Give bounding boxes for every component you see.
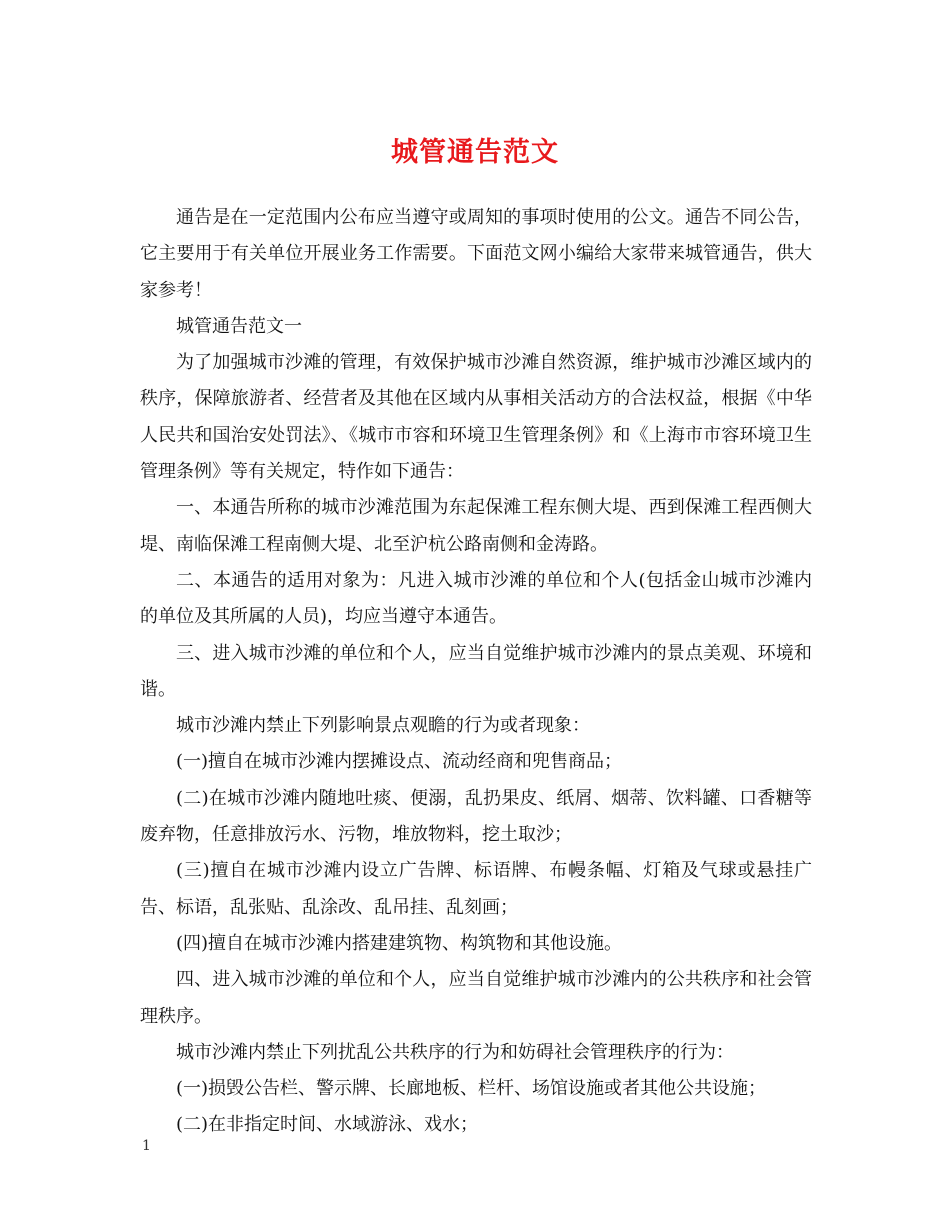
paragraph-item-2: 二、本通告的适用对象为：凡进入城市沙滩的单位和个人(包括金山城市沙滩内的单位及其所属的人员)，均应当遵守本通告。 <box>140 569 812 628</box>
paragraph-intro: 通告是在一定范围内公布应当遵守或周知的事项时使用的公文。通告不同公告，它主要用于有关单位开展业务工作需要。下面范文网小编给大家带来城管通告，供大家参考！ <box>140 207 812 301</box>
paragraph-item-3: 三、进入城市沙滩的单位和个人，应当自觉维护城市沙滩内的景点美观、环境和谐。 <box>140 642 812 700</box>
paragraph-subitem-4: (四)擅自在城市沙滩内搭建建筑物、构筑物和其他设施。 <box>176 932 623 954</box>
page-number: 1 <box>142 1138 151 1154</box>
paragraph-subitem-3: (三)擅自在城市沙滩内设立广告牌、标语牌、布幔条幅、灯箱及气球或悬挂广告、标语，乱张贴、乱涂改、乱吊挂、乱刻画； <box>140 860 812 918</box>
paragraph-item-1: 一、本通告所称的城市沙滩范围为东起保滩工程东侧大堤、西到保滩工程西侧大堤、南临保滩工程南侧大堤、北至沪杭公路南侧和金涛路。 <box>140 497 812 555</box>
paragraph-preamble: 为了加强城市沙滩的管理，有效保护城市沙滩自然资源，维护城市沙滩区域内的秩序，保障旅游者、经营者及其他在区域内从事相关活动方的合法权益，根据《中华人民共和国治安处罚法》、《城市市容和环境卫生管理条例》和《上海市市容环境卫生管理条例》等有关规定，特作如下通告： <box>140 352 812 483</box>
paragraph-subitem-6: (二)在非指定时间、水域游泳、戏水； <box>176 1114 479 1136</box>
paragraph-subitem-2: (二)在城市沙滩内随地吐痰、便溺，乱扔果皮、纸屑、烟蒂、饮料罐、口香糖等废弃物，任意排放污水、污物，堆放物料，挖土取沙； <box>140 787 812 846</box>
document-title: 城管通告范文 <box>391 137 559 168</box>
document-body <box>140 200 812 1144</box>
paragraph-prohibition-intro-1: 城市沙滩内禁止下列影响景点观瞻的行为或者现象： <box>176 715 590 737</box>
paragraph-prohibition-intro-2: 城市沙滩内禁止下列扰乱公共秩序的行为和妨碍社会管理秩序的行为： <box>176 1041 734 1063</box>
paragraph-item-4: 四、进入城市沙滩的单位和个人，应当自觉维护城市沙滩内的公共秩序和社会管理秩序。 <box>140 969 812 1027</box>
section-heading: 城管通告范文一 <box>176 315 302 337</box>
paragraph-subitem-5: (一)损毁公告栏、警示牌、长廊地板、栏杆、场馆设施或者其他公共设施； <box>176 1078 767 1100</box>
paragraph-subitem-1: (一)擅自在城市沙滩内摆摊设点、流动经商和兜售商品； <box>176 751 623 773</box>
